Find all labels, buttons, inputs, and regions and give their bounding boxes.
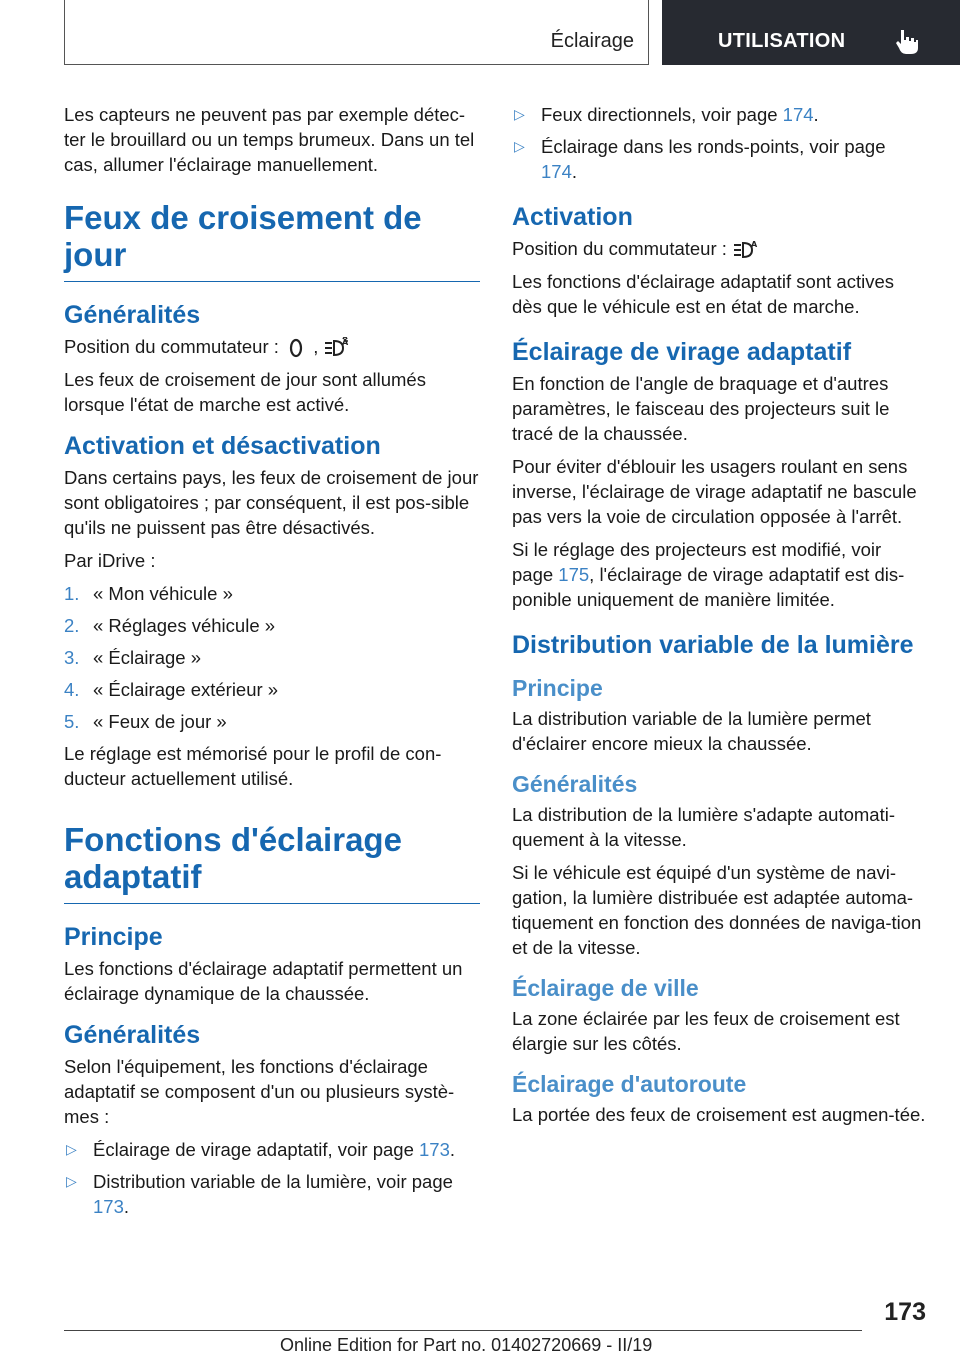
list-item (64, 613, 480, 638)
list-item (512, 134, 926, 184)
triangle-bullet-icon: ▷ (66, 1173, 77, 1190)
intro-paragraph: Les capteurs ne peuvent pas par exemple détec-ter le brouillard ou un temps brumeux. Dans un tel cas, allumer l'éclairage manuellement. (64, 104, 475, 175)
bullet-text: Éclairage dans les ronds-points, voir page (541, 136, 886, 157)
bullet-end: . (449, 1139, 456, 1161)
highway-paragraph: La portée des feux de croisement est augmen-tée. (512, 1104, 926, 1126)
bullet-end: . (813, 104, 819, 125)
heading-curve-light: Éclairage de virage adaptatif (512, 338, 852, 367)
switch-position-line-right (512, 236, 926, 261)
svg-text:A: A (751, 240, 758, 250)
footer-edition: Online Edition for Part no. 01402720669 - II/19 (280, 1335, 653, 1355)
hand-pointer-icon (892, 26, 922, 56)
bullet-text: Distribution variable de la lumière, voir page (93, 1171, 453, 1193)
step-number: 2. (64, 615, 80, 637)
heading-general-right: Généralités (512, 771, 638, 798)
curve-p3-text: Si le réglage des projecteurs est modifié, voir page (512, 539, 882, 586)
list-item (64, 1169, 480, 1219)
page-link[interactable]: 175 (558, 564, 590, 586)
page-link[interactable]: 173 (419, 1139, 450, 1161)
adaptive-systems-list-cont (512, 102, 926, 184)
bullet-text: Éclairage de virage adaptatif, voir page (93, 1139, 414, 1161)
idrive-label: Par iDrive : (64, 550, 156, 572)
bullet-text: Feux directionnels, voir page (541, 104, 778, 125)
heading-principle: Principe (64, 923, 163, 952)
switch-position-line (64, 334, 480, 359)
switch-position-label: Position du commutateur : (512, 238, 727, 259)
step-number: 4. (64, 679, 80, 701)
city-paragraph: La zone éclairée par les feux de croisement est élargie sur les côtés. (512, 1008, 900, 1055)
curve-paragraph-3 (512, 537, 926, 612)
heading-city-light: Éclairage de ville (512, 975, 699, 1002)
heading-activation-right: Activation (512, 203, 633, 231)
switch-position-label: Position du commutateur : (64, 336, 279, 357)
general2-paragraph: Selon l'équipement, les fonctions d'éclairage adaptatif se composent d'un ou plusieurs systè-mes : (64, 1056, 455, 1128)
heading-drl: Feux de croisement de jour (64, 199, 480, 282)
step-text: « Éclairage » (93, 647, 201, 669)
idrive-steps (64, 581, 480, 734)
auto-headlight-icon (732, 239, 762, 261)
triangle-bullet-icon: ▷ (514, 138, 525, 154)
heading-general-2: Généralités (64, 1021, 201, 1050)
activation-right-paragraph: Les fonctions d'éclairage adaptatif sont actives dès que le véhicule est en état de marche. (512, 271, 894, 318)
curve-p3-text-end: , l'éclairage de virage adaptatif est dis-ponible uniquement de manière limitée. (512, 564, 905, 611)
list-item (64, 581, 480, 606)
switch-separator: , (313, 336, 319, 357)
heading-general: Généralités (64, 301, 201, 329)
header-title: Éclairage (550, 30, 634, 52)
principle-right-paragraph: La distribution variable de la lumière permet d'éclairer encore mieux la chaussée. (512, 708, 871, 755)
page-number: 173 (884, 1298, 926, 1326)
step-number: 1. (64, 583, 80, 605)
heading-highway-light: Éclairage d'autoroute (512, 1071, 747, 1098)
heading-principle-right: Principe (512, 675, 603, 702)
step-text: « Éclairage extérieur » (93, 679, 279, 701)
activation-paragraph: Dans certains pays, les feux de croisement de jour sont obligatoires ; par conséquent, il est pos-sible qu'ils ne puissent pas être désactivés. (64, 467, 479, 539)
bullet-end: . (571, 161, 578, 182)
heading-adaptive: Fonctions d'éclairage adaptatif (64, 821, 480, 904)
left-column (64, 102, 480, 1227)
step-text: « Réglages véhicule » (93, 615, 276, 637)
header-title-box (64, 0, 649, 65)
page-link[interactable]: 174 (782, 104, 814, 125)
list-item (512, 102, 926, 127)
auto-headlight-icon (323, 337, 353, 359)
heading-activation: Activation et désactivation (64, 432, 381, 461)
step-number: 5. (64, 711, 80, 733)
footer-divider (64, 1330, 862, 1331)
general-right-paragraph-2: Si le véhicule est équipé d'un système de navi-gation, la lumière distribuée est adaptée automa-tiquement en fonction des données de naviga-tion et de la vitesse. (512, 862, 922, 959)
list-item (64, 1137, 480, 1162)
general-right-paragraph-1: La distribution de la lumière s'adapte automati-quement à la vitesse. (512, 804, 895, 851)
memorized-paragraph: Le réglage est mémorisé pour le profil de con-ducteur actuellement utilisé. (64, 743, 442, 790)
triangle-bullet-icon: ▷ (514, 106, 525, 122)
principle-paragraph: Les fonctions d'éclairage adaptatif permettent un éclairage dynamique de la chaussée. (64, 958, 463, 1005)
header-section-box (662, 0, 960, 65)
switch-zero-icon (284, 337, 308, 359)
list-item (64, 645, 480, 670)
svg-text:A: A (342, 338, 349, 348)
bullet-end: . (123, 1196, 130, 1218)
step-text: « Mon véhicule » (93, 583, 233, 605)
triangle-bullet-icon: ▷ (66, 1141, 77, 1158)
step-text: « Feux de jour » (93, 711, 227, 733)
list-item (64, 709, 480, 734)
right-column (512, 102, 926, 1135)
step-number: 3. (64, 647, 80, 669)
curve-paragraph-1: En fonction de l'angle de braquage et d'autres paramètres, le faisceau des projecteurs suit le tracé de la chaussée. (512, 373, 890, 445)
header-section: UTILISATION (718, 30, 846, 52)
heading-variable-distribution: Distribution variable de la lumière (512, 631, 914, 660)
adaptive-systems-list (64, 1137, 480, 1219)
list-item (64, 677, 480, 702)
page-link[interactable]: 173 (93, 1196, 124, 1218)
page-link[interactable]: 174 (541, 161, 572, 182)
curve-paragraph-2: Pour éviter d'éblouir les usagers roulant en sens inverse, l'éclairage de virage adaptatif ne bascule pas vers la voie de circulation opposée à l'arrêt. (512, 456, 917, 528)
drl-paragraph: Les feux de croisement de jour sont allumés lorsque l'état de marche est activé. (64, 369, 426, 416)
